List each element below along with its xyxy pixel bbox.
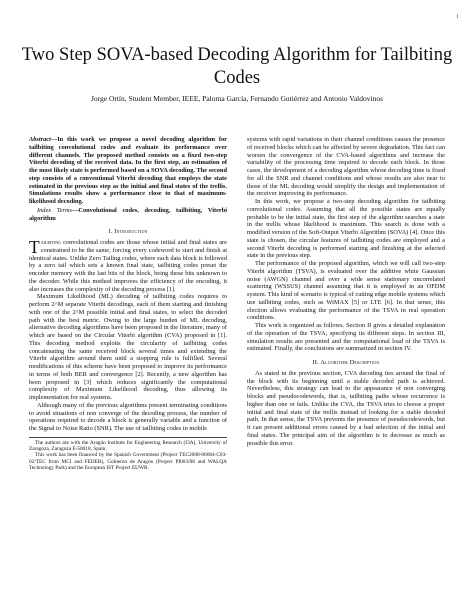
intro-paragraph-1: convolutional codes are those whose initial and final states are constrained to be the same, forcing every codeword to start and finish at identical states. Unlike Zero Tailing codes, where each data block is followed by a zero tail which sets a known final state, tailbiting codes preset the encoder memory with the last bits of the block, being these bits unknown to the decoder. While this method improves the efficiency of the encoding, it also increases the complexity of the decoding process [1]. (29, 239, 227, 293)
section-heading-introduction: I. Introduction (108, 228, 148, 236)
intro-paragraph-2: Maximum Likelihood (ML) decoding of tailbiting codes requires to perform 2^M separate Viterbi decodings, each of them starting and finishing with one of the 2^M possible initial and final states, to select the decoded path with the best metric. Owing to the large burden of ML decoding, alternative decoding algorithms have been proposed in the literature, many of which are based on the Circular Viterbi algorithm (CVA) proposed in [1]. This decoding method exploits the circularity of tailbiting codes concatenating the same received block several times and extending the Viterbi algorithm around them until a stopping rule is fulfilled. Several modifications of this scheme have been proposed to improve its performance in terms of both BER and convergence [2]. Recently, a new algorithm has been proposed in [3] which reduces significantly the computational complexity of Maximum Likelihood decoding, thus allowing its implementation for real systems. (29, 293, 227, 401)
intro-first-paragraph (29, 239, 227, 293)
footnote-affiliation: The authors are with the Aragón Institute for Engineering Research (I3A), University of Zaragoza, Zaragoza E-50018, Spain. (29, 439, 227, 453)
intro-paragraph-3: Although many of the previous algorithms present terminating conditions to avoid situations of non converge of the decoding process, the number of operations required to decode a block is generally variable and a function of the Signal to Noise Ratio (SNR). The use of tailbiting codes in mobile (29, 401, 227, 432)
intro-paragraph-4: systems with rapid variations in their channel conditions causes the presence of received blocks which can be affected by severe degradation. This fact can worsen the convergence of the CVA-based algorithms and increase the variability of the processing time required to decode each block. In those cases, the development of a decoding algorithm whose decoding time is fixed for all the SNR and channel conditions and whose results are also near to those of the ML decoding would simplify the design and implementation of the receiver improving its performance. (247, 136, 445, 198)
abstract-text: In this work we propose a novel decoding algorithm for tailbiting convolutional codes and evaluate its performance over different channels. The proposed method consists on a fixed two-step Viterbi decoding of the received data. In the first step, an estimation of the most likely state is performed based on a SOVA decoding. The second step consists of a conventional Viterbi decoding that employs the state estimated in the previous step as the initial and final states of the trellis. Simulations results show a performance close to that of maximum-likelihood decoding. (29, 136, 227, 205)
index-terms-label: Index Terms (37, 206, 73, 214)
intro-paragraph-7: This work is organized as follows. Section II gives a detailed explanation of the operation of the TSVA, specifying its different steps. In section III, simulation results are presented and the computational load of the TSVA is estimated. Finally, the conclusions are summarized in section IV. (247, 322, 445, 353)
right-column (247, 136, 445, 604)
footnote-funding: This work has been financed by the Spanish Government (Project TEC2008-06684-C03-02/TEC from MCI and FEDER), Gobierno de Aragón (Project PI003/08 and WALQA Technology Park) and the European IST Project EUWB. (29, 452, 227, 471)
intro-paragraph-5: In this work, we propose a two-step decoding algorithm for tailbiting convolutional codes. Assuming that all the possible states are equally probable to be the initial state, the first step of the algorithm searches a state in the trellis whose likelihood is maximum. This search is done with a modified version of the Soft-Output Viterbi Algorithm (SOVA) [4]. Once this state is chosen, the circular features of tailbiting codes are employed and a second Viterbi decoding is performed starting and finishing at the selected state in the previous step. (247, 198, 445, 260)
paper-title: Two Step SOVA-based Decoding Algorithm for Tailbiting Codes (21, 45, 453, 88)
abstract-label: Abstract— (29, 136, 58, 143)
section-heading-algorithm: II. Algorithm Description (312, 359, 380, 366)
drop-cap: T (29, 237, 40, 257)
abstract (29, 136, 227, 206)
left-column (29, 136, 227, 604)
algorithm-paragraph-1: As stated in the previous section, CVA decoding ties around the final of the block with its beginning until a stable decoded path is achieved. Nevertheless, this strategy can lead to the appearance of non converging blocks and pseudocodewords, that is, tailbiting paths whose recurrence is higher than one or fails. Unlike the CVA, the TSVA tries to choose a proper initial and final state of the trellis instead of looking for a stable decoded path. In that sense, the TSVA prevents the presence of pseudocodewords, but it can present additional errors caused by a bad selection of the initial and final states. The principal aim of the algorithm is to decrease as much as possible this error. (247, 369, 445, 447)
index-terms-text: —Convolutional codes, decoding, tailbiting, Viterbi algorithm (29, 206, 227, 222)
author-list: Jorge Ortín, Student Member, IEEE, Paloma García, Fernando Gutiérrez and Antonio Valdovinos (90, 94, 384, 103)
page-number: 1 (456, 14, 459, 20)
first-word-rest: ailbiting (40, 239, 61, 246)
footnote (29, 437, 227, 471)
index-terms (29, 207, 227, 223)
intro-paragraph-6: The performance of the proposed algorithm, which we will call two-step Viterbi algorithm (TSVA), is evaluated over the additive white Gaussian noise (AWGN) channel and over a wide sense stationary uncorrelated scattering (WSSUS) channel assuming that it is employed in an OFDM system. This kind of scenario is typical of cutting edge mobile systems which use tailbiting codes, such as WiMAX [5] or LTE [6]. In that sense, this election allows evaluating the performance of the TSVA in real operation conditions. (247, 260, 445, 322)
